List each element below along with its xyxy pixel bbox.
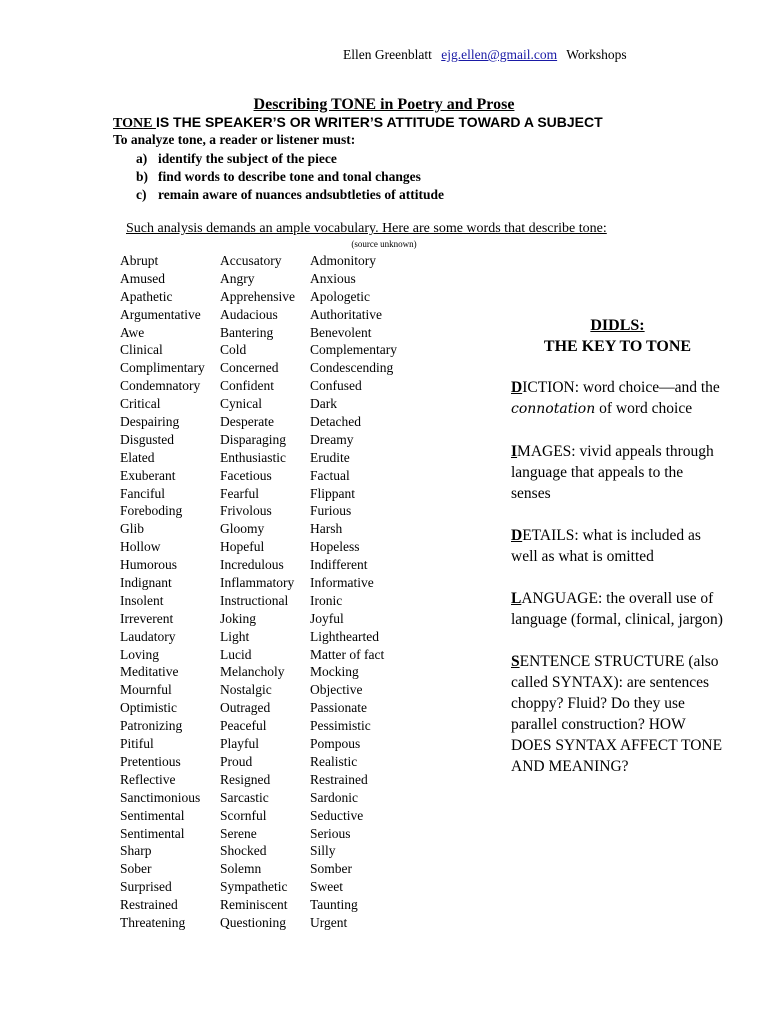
tone-term: TONE [113,116,156,131]
tone-word: Elated [120,449,155,465]
tone-word: Realistic [310,753,358,769]
tone-word: Fanciful [120,485,165,501]
tone-word: Taunting [310,897,358,913]
tone-word: Outraged [220,700,271,716]
images-text: MAGES: vivid appeals through language that appeals to the senses [511,443,714,502]
tone-word: Light [220,628,250,644]
tone-word: Lucid [220,646,252,662]
step-text: identify the subject of the piece [158,151,337,166]
analysis-steps [136,150,444,204]
details-text: ETAILS: what is included as well as what is omitted [511,527,701,565]
tone-word: Anxious [310,270,356,286]
didls-heading [505,315,730,357]
tone-word: Restrained [310,771,368,787]
tone-word: Apathetic [120,288,173,304]
tone-word: Benevolent [310,324,372,340]
tone-word: Sarcastic [220,789,269,805]
tone-word: Ironic [310,592,343,608]
tone-word: Glib [120,521,145,537]
tone-word: Mournful [120,682,172,698]
tone-word: Pessimistic [310,718,371,734]
tone-word: Objective [310,682,363,698]
step-text: remain aware of nuances andsubtleties of attitude [158,187,444,202]
tone-word: Disparaging [220,431,286,447]
tone-word-row [120,359,420,377]
tone-word: Questioning [220,914,286,930]
tone-word: Amused [120,270,165,286]
tone-word: Threatening [120,914,186,930]
tone-word: Condescending [310,360,394,376]
tone-word: Pitiful [120,736,154,752]
tone-word: Detached [310,414,361,430]
tone-word: Urgent [310,914,348,930]
tone-word-row [120,341,420,359]
tone-word-row [120,789,420,807]
vocabulary-intro: Such analysis demands an ample vocabulary. Here are some words that describe tone: [126,221,607,236]
tone-word: Incredulous [220,557,284,573]
tone-word: Hollow [120,539,161,555]
tone-word: Peaceful [220,718,267,734]
tone-word-row [120,717,420,735]
tone-word: Audacious [220,306,278,322]
tone-word-row [120,449,420,467]
tone-word: Indifferent [310,557,368,573]
tone-word: Hopeless [310,539,360,555]
tone-word-row [120,502,420,520]
tone-word: Optimistic [120,700,177,716]
tone-word: Accusatory [220,253,282,268]
tone-word: Fearful [220,485,259,501]
tone-word-row [120,431,420,449]
tone-word: Sentimental [120,807,185,823]
tone-word: Apprehensive [220,288,295,304]
sentence-initial: S [511,653,520,670]
tone-word: Indignant [120,575,172,591]
step-item [136,150,444,168]
didls-list [511,377,726,798]
didls-sentence-structure [511,651,726,777]
tone-word: Frivolous [220,503,272,519]
tone-word: Sympathetic [220,879,288,895]
tone-word-row [120,807,420,825]
tone-word: Sober [120,861,152,877]
language-text: ANGUAGE: the overall use of language (formal, clinical, jargon) [511,590,723,628]
step-letter: a) [136,151,148,166]
tone-word: Critical [120,396,161,412]
tone-definition [113,114,603,132]
tone-word: Hopeful [220,539,265,555]
tone-word-row [120,735,420,753]
tone-word-row [120,592,420,610]
tone-word: Confused [310,378,362,394]
tone-word: Meditative [120,664,179,680]
tone-word-row [120,896,420,914]
tone-word: Desperate [220,414,274,430]
didls-title: DIDLS: [590,317,645,334]
source-note: (source unknown) [351,239,417,249]
tone-word: Dreamy [310,431,354,447]
tone-word: Factual [310,467,350,483]
tone-word: Playful [220,736,259,752]
tone-word: Lighthearted [310,628,379,644]
tone-word-row [120,485,420,503]
tone-word-row [120,771,420,789]
tone-word: Scornful [220,807,267,823]
tone-word: Condemnatory [120,378,201,394]
tone-word-row [120,610,420,628]
sentence-text: ENTENCE STRUCTURE (also called SYNTAX): are sentences choppy? Fluid? Do they use parallel construction? HOW DOES SYNTAX AFFECT TONE AND MEANING? [511,653,723,775]
tone-word: Mocking [310,664,359,680]
tone-word: Disgusted [120,431,174,447]
tone-word-row [120,556,420,574]
tone-word: Pompous [310,736,361,752]
connotation-word: connotation [511,401,596,417]
step-letter: c) [136,187,147,202]
tone-word: Surprised [120,879,172,895]
tone-word: Clinical [120,342,163,358]
tone-word: Pretentious [120,753,181,769]
tone-word: Passionate [310,700,367,716]
tone-word-row [120,306,420,324]
didls-diction [511,377,726,420]
tone-word: Cynical [220,396,262,412]
tone-word: Authoritative [310,306,382,322]
tone-word-row [120,646,420,664]
tone-word-row [120,395,420,413]
tone-word: Sanctimonious [120,789,201,805]
header-suffix: Workshops [566,47,627,62]
tone-word: Argumentative [120,306,201,322]
tone-word: Foreboding [120,503,183,519]
tone-word: Exuberant [120,467,176,483]
details-initial: D [511,527,523,544]
tone-word: Awe [120,324,145,340]
tone-word-list [120,252,420,932]
tone-word: Reminiscent [220,897,288,913]
didls-language [511,588,726,630]
tone-word: Informative [310,575,374,591]
tone-word-row [120,842,420,860]
tone-word-row [120,628,420,646]
page-title: Describing TONE in Poetry and Prose [253,96,515,113]
diction-tail: of word choice [595,400,693,417]
tone-word: Complimentary [120,360,205,376]
tone-word: Facetious [220,467,272,483]
tone-word: Sweet [310,879,343,895]
tone-word-row [120,270,420,288]
tone-word: Erudite [310,449,350,465]
tone-word: Complementary [310,342,397,358]
tone-word: Laudatory [120,628,176,644]
step-text: find words to describe tone and tonal changes [158,169,421,184]
tone-word: Flippant [310,485,356,501]
tone-word: Harsh [310,521,343,537]
step-letter: b) [136,169,149,184]
tone-word-row [120,914,420,932]
tone-word: Inflammatory [220,575,295,591]
tone-word: Proud [220,753,253,769]
tone-word: Abrupt [120,253,159,268]
tone-word-row [120,252,420,270]
tone-word-row [120,520,420,538]
tone-word-row [120,288,420,306]
tone-word: Despairing [120,414,180,430]
tone-word-row [120,753,420,771]
tone-word: Silly [310,843,336,859]
tone-word-row [120,663,420,681]
page-header [343,47,627,63]
tone-word-row [120,860,420,878]
tone-word: Irreverent [120,610,174,626]
tone-word: Angry [220,270,255,286]
didls-images [511,441,726,504]
email-link[interactable]: ejg.ellen@gmail.com [441,47,558,62]
didls-subtitle: THE KEY TO TONE [543,338,692,355]
tone-definition-text: IS THE SPEAKER’S OR WRITER’S ATTITUDE TOWARD A SUBJECT [155,114,603,130]
tone-word: Restrained [120,897,178,913]
language-initial: L [511,590,522,607]
tone-word-row [120,377,420,395]
tone-word: Sharp [120,843,152,859]
tone-word: Melancholy [220,664,285,680]
didls-details [511,525,726,567]
tone-word-row [120,878,420,896]
images-initial: I [511,443,518,460]
tone-word-row [120,699,420,717]
tone-word: Loving [120,646,159,662]
tone-word: Admonitory [310,253,376,268]
tone-word: Seductive [310,807,364,823]
tone-word-row [120,324,420,342]
tone-word: Serene [220,825,257,841]
diction-initial: D [511,379,523,396]
tone-word: Instructional [220,592,289,608]
analyze-intro: To analyze tone, a reader or listener must: [113,132,356,147]
tone-word: Enthusiastic [220,449,286,465]
tone-word-row [120,825,420,843]
step-item [136,186,444,204]
tone-word: Joking [220,610,257,626]
tone-word: Gloomy [220,521,265,537]
tone-word-row [120,413,420,431]
tone-word: Sardonic [310,789,358,805]
tone-word-row [120,574,420,592]
tone-word: Somber [310,861,352,877]
tone-word: Apologetic [310,288,370,304]
tone-word: Nostalgic [220,682,272,698]
tone-word: Resigned [220,771,271,787]
tone-word: Bantering [220,324,274,340]
tone-word: Confident [220,378,274,394]
tone-word: Joyful [310,610,344,626]
tone-word: Humorous [120,557,177,573]
tone-word-row [120,681,420,699]
tone-word: Shocked [220,843,267,859]
tone-word-row [120,538,420,556]
tone-word: Dark [310,396,337,412]
diction-lead: ICTION: word choice—and the [522,379,720,396]
tone-word: Insolent [120,592,164,608]
tone-word: Patronizing [120,718,183,734]
tone-word: Serious [310,825,351,841]
tone-word-row [120,467,420,485]
step-item [136,168,444,186]
tone-word: Cold [220,342,247,358]
tone-word: Furious [310,503,352,519]
tone-word: Reflective [120,771,176,787]
tone-word: Sentimental [120,825,185,841]
author-name: Ellen Greenblatt [343,47,432,62]
tone-word: Concerned [220,360,279,376]
tone-word: Solemn [220,861,262,877]
tone-word: Matter of fact [310,646,385,662]
